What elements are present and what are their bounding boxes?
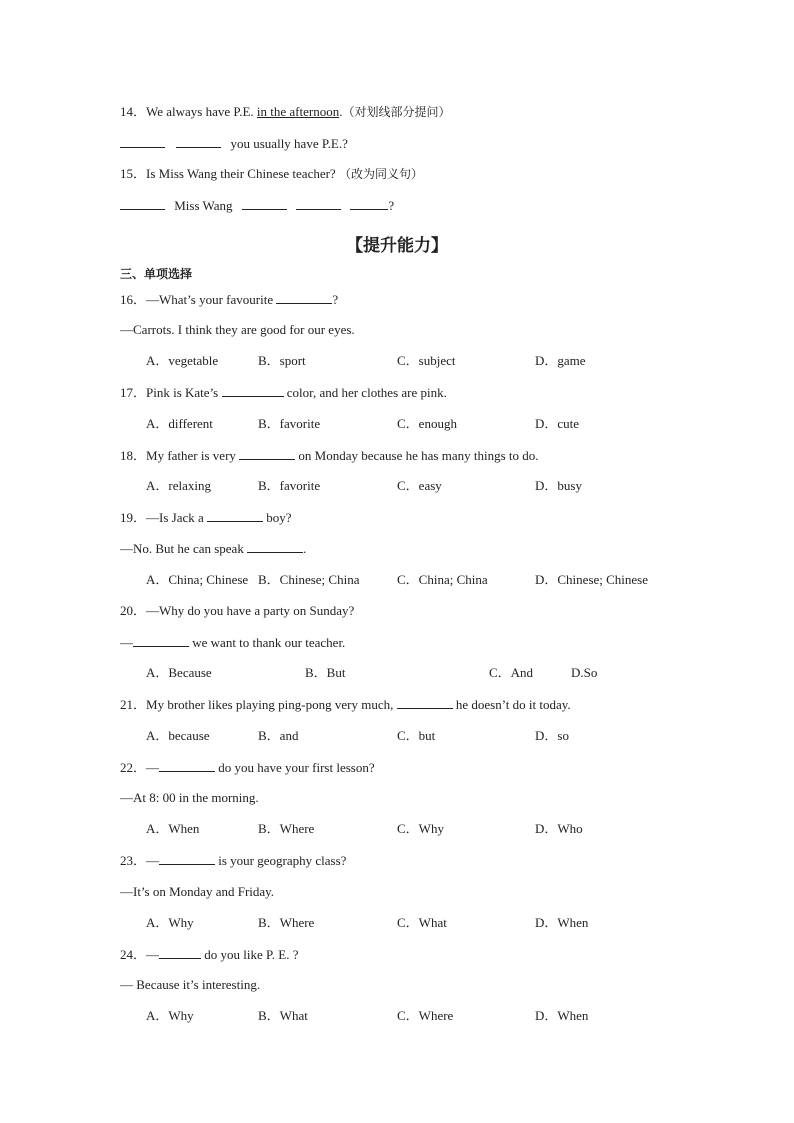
option-d[interactable]: D．When <box>535 1008 589 1023</box>
question-number: 14． <box>120 104 147 119</box>
question-text: — <box>146 853 160 868</box>
question-text: do you have your first lesson? <box>215 760 375 775</box>
question-23 <box>120 852 346 869</box>
option-d[interactable]: D．When <box>535 915 589 930</box>
question-16 <box>120 291 338 308</box>
answer-blank[interactable] <box>397 696 453 709</box>
option-d[interactable]: D．Chinese; Chinese <box>535 572 649 587</box>
question-15 <box>120 166 423 182</box>
answer-blank[interactable] <box>242 197 287 210</box>
instruction: （改为同义句） <box>338 167 423 181</box>
question-21 <box>120 696 571 713</box>
answer-blank[interactable] <box>120 197 165 210</box>
question-24 <box>120 946 299 963</box>
question-text: do you like P. E. ? <box>201 947 299 962</box>
option-b[interactable]: B．Where <box>258 915 315 930</box>
option-a[interactable]: A．China; Chinese <box>146 572 249 587</box>
question-number: 15． <box>120 166 147 181</box>
question-text: —Why do you have a party on Sunday? <box>146 603 355 618</box>
option-b[interactable]: B．sport <box>258 353 306 368</box>
option-d[interactable]: D．Who <box>535 821 583 836</box>
answer-blank[interactable] <box>296 197 341 210</box>
question-19 <box>120 509 292 526</box>
option-c[interactable]: C．subject <box>397 353 456 368</box>
question-text: —What’s your favourite <box>146 292 277 307</box>
option-b[interactable]: B．favorite <box>258 416 321 431</box>
option-a[interactable]: A．different <box>146 416 213 431</box>
answer-blank[interactable] <box>350 197 388 210</box>
option-d[interactable]: D．so <box>535 728 569 743</box>
option-a[interactable]: A．because <box>146 728 210 743</box>
option-d[interactable]: D．game <box>535 353 586 368</box>
question-text: We always have P.E. <box>146 104 257 119</box>
question-16-line2: —Carrots. I think they are good for our eyes. <box>120 322 355 337</box>
question-number: 16． <box>120 292 147 307</box>
option-c[interactable]: C．And <box>489 665 534 680</box>
question-19-line2 <box>120 540 306 557</box>
option-a[interactable]: A．Because <box>146 665 212 680</box>
question-number: 21． <box>120 697 147 712</box>
section-header: 三、单项选择 <box>120 267 193 281</box>
question-22 <box>120 759 375 776</box>
question-text: — <box>146 947 160 962</box>
option-b[interactable]: B．Chinese; China <box>258 572 360 587</box>
question-24-line2: — Because it’s interesting. <box>120 977 261 992</box>
option-c[interactable]: C．easy <box>397 478 442 493</box>
option-c[interactable]: C．enough <box>397 416 457 431</box>
question-text: ? <box>332 292 339 307</box>
option-b[interactable]: B．Where <box>258 821 315 836</box>
answer-blank[interactable] <box>159 759 215 772</box>
option-c[interactable]: C．Why <box>397 821 444 836</box>
answer-blank[interactable] <box>159 946 201 959</box>
question-text: — <box>146 760 160 775</box>
answer-blank[interactable] <box>159 852 215 865</box>
question-14 <box>120 104 450 120</box>
question-number: 19． <box>120 510 147 525</box>
option-b[interactable]: B．What <box>258 1008 308 1023</box>
question-text: Is Miss Wang their Chinese teacher? <box>146 166 336 181</box>
underlined-phrase: in the afternoon <box>256 104 340 119</box>
option-a[interactable]: A．relaxing <box>146 478 211 493</box>
answer-line-14 <box>120 135 348 152</box>
answer-blank[interactable] <box>247 540 303 553</box>
instruction: （对划线部分提问） <box>342 105 451 119</box>
question-text: on Monday because he has many things to do. <box>295 448 539 463</box>
question-number: 18． <box>120 448 147 463</box>
question-22-line2: —At 8: 00 in the morning. <box>120 790 259 805</box>
answer-text: Miss Wang <box>174 198 233 213</box>
answer-blank[interactable] <box>120 135 165 148</box>
question-23-line2: —It’s on Monday and Friday. <box>120 884 275 899</box>
answer-blank[interactable] <box>276 291 332 304</box>
option-d[interactable]: D．cute <box>535 416 580 431</box>
question-text: we want to thank our teacher. <box>189 635 346 650</box>
option-c[interactable]: C．but <box>397 728 436 743</box>
option-a[interactable]: A．vegetable <box>146 353 219 368</box>
question-number: 24． <box>120 947 147 962</box>
option-c[interactable]: C．What <box>397 915 447 930</box>
option-c[interactable]: C．Where <box>397 1008 454 1023</box>
option-b[interactable]: B．favorite <box>258 478 321 493</box>
question-text: . <box>303 541 307 556</box>
question-text: is your geography class? <box>215 853 347 868</box>
option-a[interactable]: A．When <box>146 821 200 836</box>
answer-blank[interactable] <box>222 384 284 397</box>
question-number: 22． <box>120 760 147 775</box>
question-text: . <box>339 104 343 119</box>
question-18 <box>120 447 539 464</box>
answer-line-15 <box>120 197 394 214</box>
option-a[interactable]: A．Why <box>146 915 194 930</box>
question-text: he doesn’t do it today. <box>452 697 571 712</box>
answer-blank[interactable] <box>207 509 263 522</box>
question-number: 20． <box>120 603 147 618</box>
question-number: 23． <box>120 853 147 868</box>
answer-text: ? <box>388 198 395 213</box>
question-text: — <box>120 635 133 650</box>
section-title: 【提升能力】 <box>346 236 448 256</box>
question-text: —No. But he can speak <box>120 541 248 556</box>
question-20-line2 <box>120 634 345 651</box>
option-d[interactable]: D.So <box>571 665 598 680</box>
option-b[interactable]: B．But <box>305 665 346 680</box>
option-b[interactable]: B．and <box>258 728 299 743</box>
question-17 <box>120 384 447 401</box>
question-text: Pink is Kate’s <box>146 385 222 400</box>
question-text: —Is Jack a <box>146 510 208 525</box>
answer-blank[interactable] <box>239 447 295 460</box>
answer-blank[interactable] <box>176 135 221 148</box>
question-number: 17． <box>120 385 147 400</box>
question-text: color, and her clothes are pink. <box>283 385 447 400</box>
answer-blank[interactable] <box>133 634 189 647</box>
option-d[interactable]: D．busy <box>535 478 582 493</box>
option-a[interactable]: A．Why <box>146 1008 194 1023</box>
question-text: My brother likes playing ping-pong very much, <box>146 697 397 712</box>
option-c[interactable]: C．China; China <box>397 572 488 587</box>
question-text: boy? <box>263 510 292 525</box>
question-text: My father is very <box>146 448 240 463</box>
question-20 <box>120 603 354 619</box>
answer-text: you usually have P.E.? <box>230 136 348 151</box>
